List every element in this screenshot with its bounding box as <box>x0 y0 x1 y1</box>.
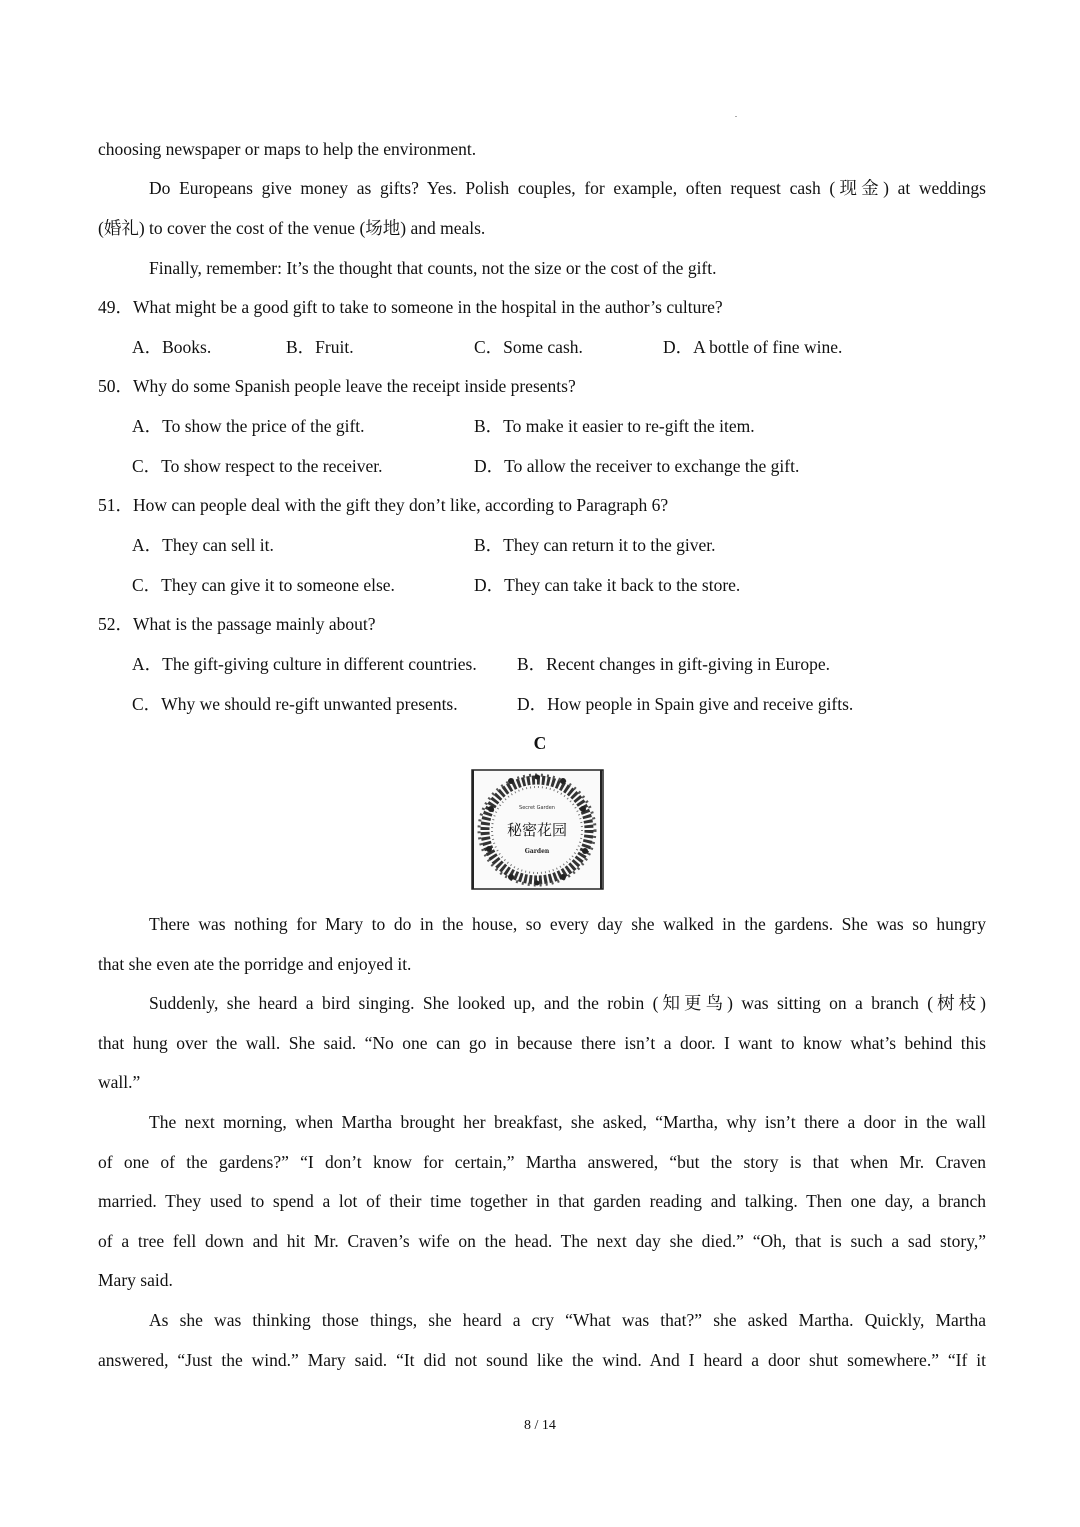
question-50-option-c[interactable]: C．To show respect to the receiver. <box>132 456 383 476</box>
question-52-option-b[interactable]: B．Recent changes in gift-giving in Europe. <box>517 654 830 674</box>
passage-line: Finally, remember: It’s the thought that counts, not the size or the cost of the gift. <box>149 258 717 278</box>
question-52-option-a[interactable]: A．The gift-giving culture in different countries. <box>132 654 477 674</box>
scan-speck <box>735 116 737 117</box>
passage-line: Do Europeans give money as gifts? Yes. Polish couples, for example, often request cash (现金) at weddings <box>149 178 986 198</box>
story-line: of a tree fell down and hit Mr. Craven’s wife on the head. The next day she died.” “Oh, that is such a sad story,” <box>98 1231 986 1251</box>
question-49-stem: 49．What might be a good gift to take to someone in the hospital in the author’s culture? <box>98 297 723 317</box>
book-cover-image <box>471 769 604 890</box>
question-51-option-b[interactable]: B．They can return it to the giver. <box>474 535 716 555</box>
page-number: 8 / 14 <box>524 1418 556 1433</box>
question-50-option-d[interactable]: D．To allow the receiver to exchange the gift. <box>474 456 800 476</box>
question-50-option-b[interactable]: B．To make it easier to re-gift the item. <box>474 416 755 436</box>
cover-title-cn: 秘密花园 <box>506 821 568 839</box>
question-51-option-d[interactable]: D．They can take it back to the store. <box>474 575 741 595</box>
story-line: answered, “Just the wind.” Mary said. “It did not sound like the wind. And I heard a door shut somewhere.” “If it <box>98 1350 986 1370</box>
story-line: of one of the gardens?” “I don’t know for certain,” Martha answered, “but the story is that when Mr. Craven <box>98 1152 986 1172</box>
story-line: The next morning, when Martha brought her breakfast, she asked, “Martha, why isn’t there a door in the wall <box>149 1112 986 1132</box>
question-49-option-b[interactable]: B．Fruit. <box>286 337 354 357</box>
question-51-option-a[interactable]: A．They can sell it. <box>132 535 274 555</box>
story-line: There was nothing for Mary to do in the house, so every day she walked in the gardens. She was so hungry <box>149 914 986 934</box>
question-51-option-c[interactable]: C．They can give it to someone else. <box>132 575 395 595</box>
story-line: Suddenly, she heard a bird singing. She looked up, and the robin (知更鸟) was sitting on a branch (树枝) <box>149 993 986 1013</box>
story-line: that hung over the wall. She said. “No one can go in because there isn’t a door. I want to know what’s behind this <box>98 1033 986 1053</box>
passage-line: choosing newspaper or maps to help the environment. <box>98 139 477 159</box>
story-line: Mary said. <box>98 1270 173 1290</box>
question-52-stem: 52．What is the passage mainly about? <box>98 614 376 634</box>
story-line: As she was thinking those things, she heard a cry “What was that?” she asked Martha. Quickly, Martha <box>149 1310 986 1330</box>
story-line: that she even ate the porridge and enjoyed it. <box>98 954 412 974</box>
passage-line: (婚礼) to cover the cost of the venue (场地) and meals. <box>98 218 486 238</box>
section-label: C <box>533 733 547 753</box>
question-49-option-a[interactable]: A．Books. <box>132 337 212 357</box>
cover-bottom-text: Garden <box>524 848 550 855</box>
question-49-option-c[interactable]: C．Some cash. <box>474 337 583 357</box>
cover-top-text: Secret Garden <box>519 805 555 811</box>
story-line: wall.” <box>98 1072 141 1092</box>
story-line: married. They used to spend a lot of their time together in that garden reading and talking. Then one day, a branch <box>98 1191 986 1211</box>
question-50-option-a[interactable]: A．To show the price of the gift. <box>132 416 365 436</box>
question-50-stem: 50．Why do some Spanish people leave the receipt inside presents? <box>98 376 576 396</box>
question-52-option-c[interactable]: C．Why we should re-gift unwanted presents. <box>132 694 458 714</box>
question-52-option-d[interactable]: D．How people in Spain give and receive gifts. <box>517 694 854 714</box>
question-49-option-d[interactable]: D．A bottle of fine wine. <box>663 337 843 357</box>
question-51-stem: 51．How can people deal with the gift they don’t like, according to Paragraph 6? <box>98 495 669 515</box>
